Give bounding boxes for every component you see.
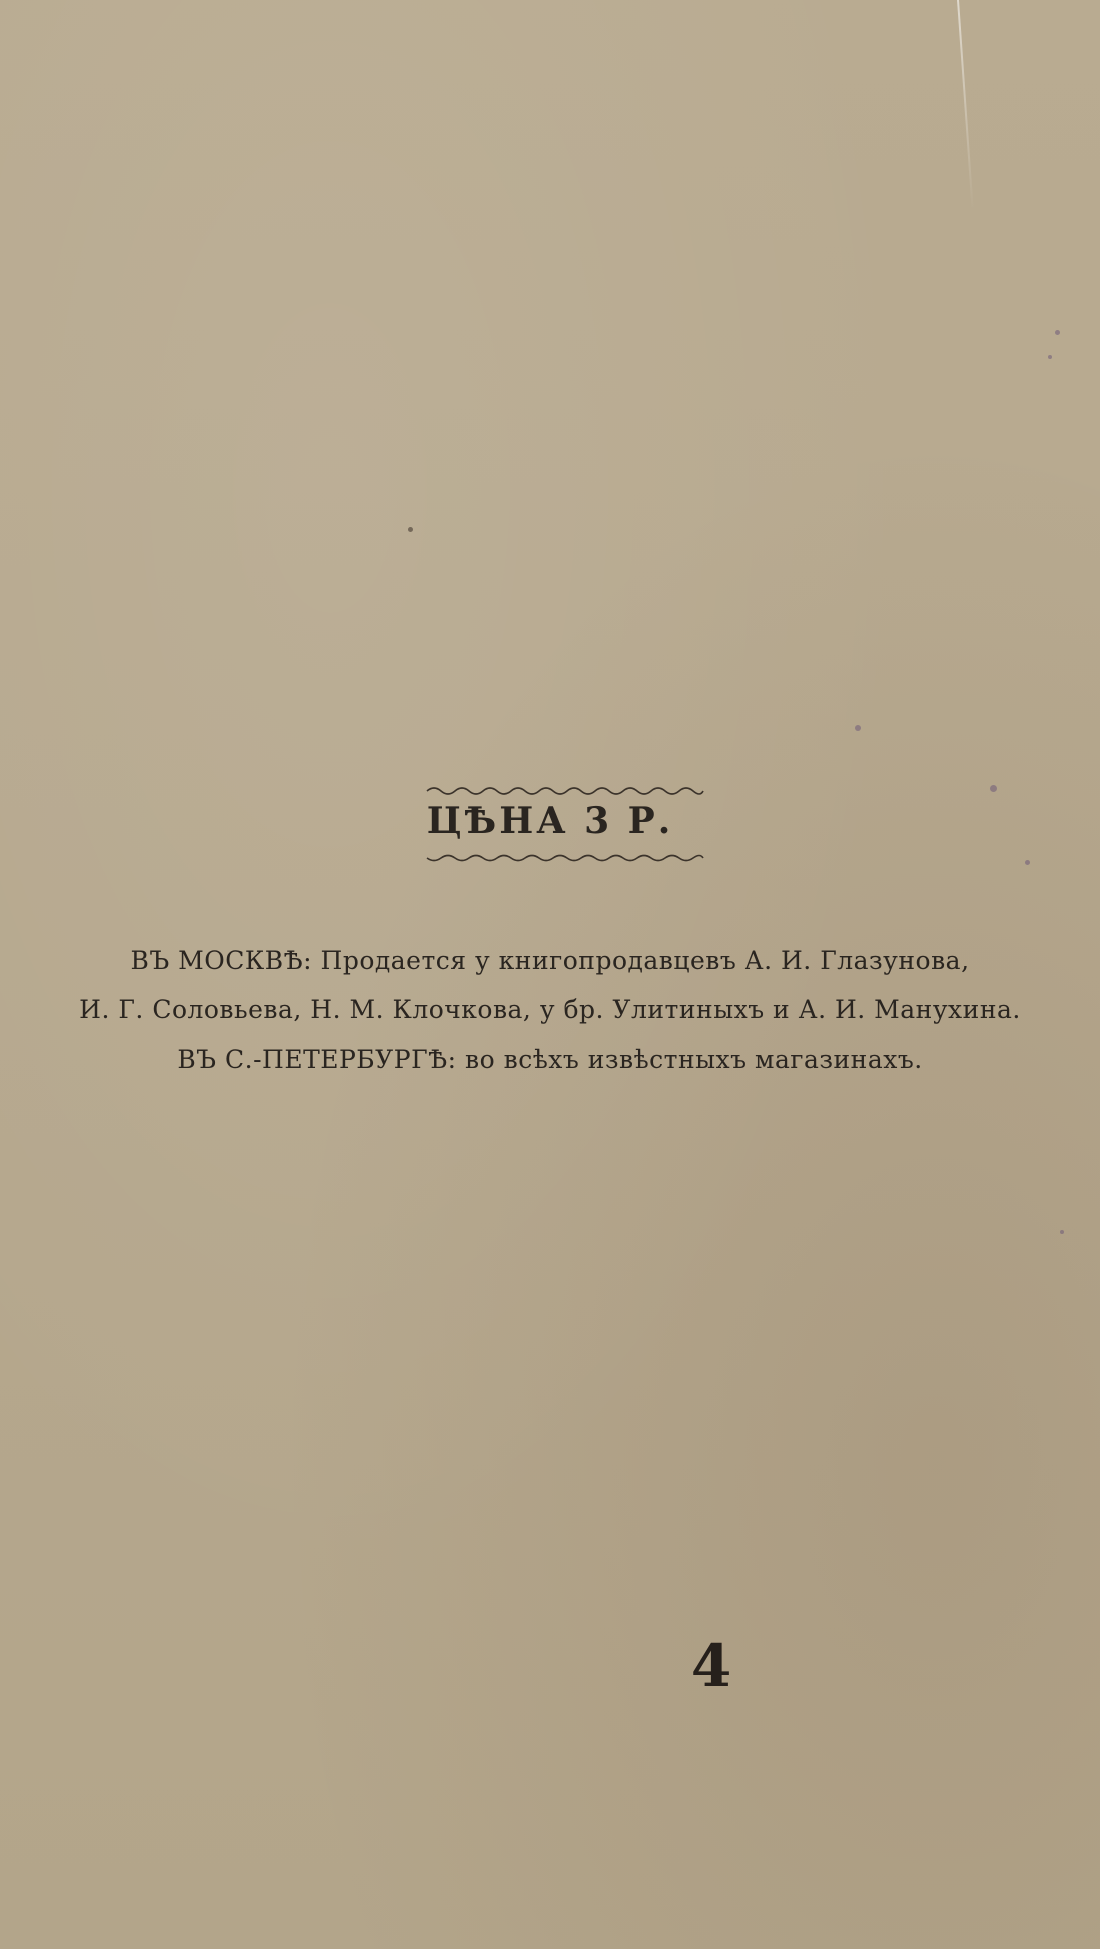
petersburg-text: во всѣхъ извѣстныхъ магазинахъ. — [456, 1045, 923, 1074]
bottom-ornament — [425, 852, 705, 864]
moscow-line-1 — [0, 946, 1100, 975]
moscow-line-2: И. Г. Соловьева, Н. М. Клочкова, у бр. Улитиныхъ и А. И. Манухина. — [79, 995, 1021, 1024]
price-label: ЦѢНА 3 Р. — [426, 800, 674, 842]
ink-speck — [1060, 1230, 1064, 1234]
paper-crease — [957, 0, 974, 209]
top-ornament — [425, 784, 705, 796]
ink-speck — [1025, 860, 1030, 865]
ink-speck — [990, 785, 997, 792]
moscow-city-label: ВЪ МОСКВѢ: — [130, 946, 313, 975]
ink-speck — [1055, 330, 1060, 335]
ink-speck — [408, 527, 413, 532]
petersburg-line — [0, 1045, 1100, 1074]
ink-speck — [855, 725, 861, 731]
page-number: 4 — [690, 1632, 732, 1700]
ink-speck — [1048, 355, 1052, 359]
moscow-sellers-text: Продается у книгопродавцевъ А. И. Глазунова, — [312, 946, 970, 975]
petersburg-city-label: ВЪ С.-ПЕТЕРБУРГѢ: — [177, 1045, 457, 1074]
